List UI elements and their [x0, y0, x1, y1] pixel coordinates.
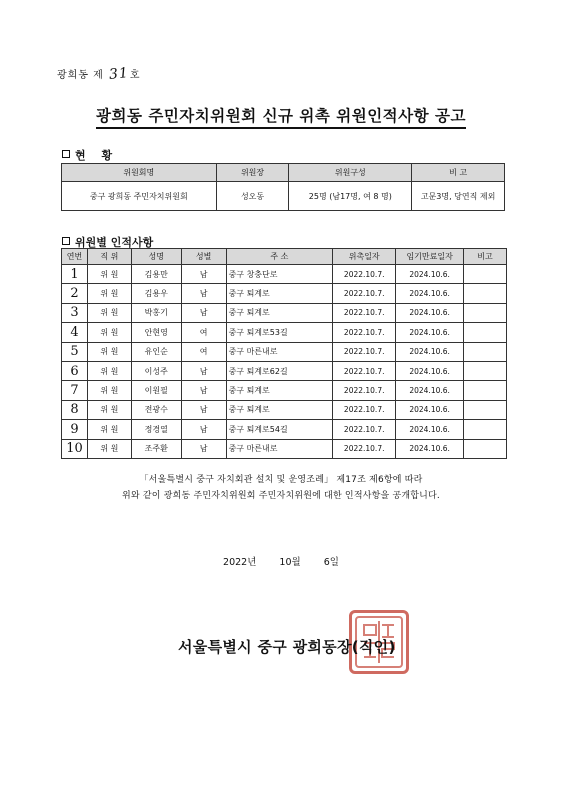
table-row — [62, 439, 507, 458]
cell-note — [464, 303, 507, 322]
cell-gender: 여 — [181, 342, 226, 361]
cell-note — [464, 439, 507, 458]
table-row — [62, 303, 507, 322]
notice-text — [0, 472, 562, 504]
cell-name: 유인순 — [131, 342, 181, 361]
cell-gender: 남 — [181, 303, 226, 322]
cell-position: 위 원 — [87, 265, 131, 284]
cell-gender: 남 — [181, 420, 226, 439]
cell-index: 4 — [62, 323, 88, 342]
members-heading-text: 위원별 인적사항 — [75, 236, 154, 249]
status-heading-text: 현 황 — [75, 149, 119, 162]
cell-note — [464, 323, 507, 342]
table-row — [62, 342, 507, 361]
cell-address: 중구 퇴계로62길 — [226, 361, 333, 380]
cell-gender: 남 — [181, 400, 226, 419]
signer-name: 서울특별시 중구 광희동장(직인) — [178, 638, 396, 656]
cell-name: 안현영 — [131, 323, 181, 342]
col-address: 주 소 — [226, 249, 333, 265]
notice-line-2: 위와 같이 광희동 주민자치위원회 주민자치위원에 대한 인적사항을 공개합니다. — [122, 491, 440, 501]
cell-note — [464, 361, 507, 380]
cell-index: 1 — [62, 265, 88, 284]
date-month: 10월 — [279, 557, 301, 568]
cell-note — [464, 284, 507, 303]
cell-position: 위 원 — [87, 439, 131, 458]
table-row — [62, 420, 507, 439]
table-row — [62, 265, 507, 284]
cell-note — [464, 381, 507, 400]
cell-term-end-date: 2024.10.6. — [396, 303, 464, 322]
chairperson: 성오동 — [216, 182, 289, 211]
cell-note — [464, 265, 507, 284]
cell-name: 김용만 — [131, 265, 181, 284]
members-table — [61, 248, 507, 459]
cell-position: 위 원 — [87, 381, 131, 400]
page-title — [0, 104, 562, 129]
doc-number-handwritten: 31 — [108, 65, 130, 83]
cell-appointed-date: 2022.10.7. — [333, 439, 396, 458]
doc-number-suffix: 호 — [129, 70, 141, 81]
table-row — [62, 323, 507, 342]
cell-index: 5 — [62, 342, 88, 361]
remarks: 고문3명, 당연직 제외 — [412, 182, 505, 211]
cell-term-end-date: 2024.10.6. — [396, 439, 464, 458]
col-note: 비고 — [464, 249, 507, 265]
cell-appointed-date: 2022.10.7. — [333, 342, 396, 361]
square-bullet-icon — [62, 150, 70, 158]
composition: 25명 (남17명, 여 8 명) — [289, 182, 412, 211]
status-section-heading — [62, 147, 118, 163]
cell-gender: 남 — [181, 439, 226, 458]
col-gender: 성별 — [181, 249, 226, 265]
cell-appointed-date: 2022.10.7. — [333, 381, 396, 400]
col-term-end-date: 임기만료일자 — [396, 249, 464, 265]
cell-note — [464, 400, 507, 419]
cell-position: 위 원 — [87, 323, 131, 342]
cell-term-end-date: 2024.10.6. — [396, 361, 464, 380]
cell-position: 위 원 — [87, 342, 131, 361]
cell-position: 위 원 — [87, 361, 131, 380]
table-row — [62, 284, 507, 303]
cell-index: 2 — [62, 284, 88, 303]
cell-address: 중구 마른내로 — [226, 342, 333, 361]
cell-appointed-date: 2022.10.7. — [333, 265, 396, 284]
cell-address: 중구 퇴계로 — [226, 381, 333, 400]
cell-index: 6 — [62, 361, 88, 380]
cell-note — [464, 342, 507, 361]
col-index: 연번 — [62, 249, 88, 265]
cell-position: 위 원 — [87, 400, 131, 419]
cell-position: 위 원 — [87, 284, 131, 303]
cell-term-end-date: 2024.10.6. — [396, 342, 464, 361]
cell-appointed-date: 2022.10.7. — [333, 400, 396, 419]
cell-appointed-date: 2022.10.7. — [333, 361, 396, 380]
committee-name: 중구 광희동 주민자치위원회 — [62, 182, 217, 211]
cell-address: 중구 퇴계로 — [226, 284, 333, 303]
col-chairperson: 위원장 — [216, 164, 289, 182]
cell-gender: 남 — [181, 381, 226, 400]
cell-address: 중구 마른내로 — [226, 439, 333, 458]
date-year: 2022년 — [223, 557, 257, 568]
cell-address: 중구 퇴계로 — [226, 303, 333, 322]
col-committee-name: 위원회명 — [62, 164, 217, 182]
cell-position: 위 원 — [87, 303, 131, 322]
col-composition: 위원구성 — [289, 164, 412, 182]
cell-index: 9 — [62, 420, 88, 439]
table-row — [62, 381, 507, 400]
cell-address: 중구 퇴계로53길 — [226, 323, 333, 342]
cell-gender: 여 — [181, 323, 226, 342]
cell-gender: 남 — [181, 361, 226, 380]
notice-line-1: 「서울특별시 중구 자치회관 설치 및 운영조례」 제17조 제6항에 따라 — [139, 475, 423, 485]
cell-name: 이성주 — [131, 361, 181, 380]
cell-appointed-date: 2022.10.7. — [333, 303, 396, 322]
members-table-body — [62, 265, 507, 459]
cell-index: 3 — [62, 303, 88, 322]
cell-appointed-date: 2022.10.7. — [333, 284, 396, 303]
col-position: 직 위 — [87, 249, 131, 265]
cell-position: 위 원 — [87, 420, 131, 439]
cell-index: 8 — [62, 400, 88, 419]
cell-term-end-date: 2024.10.6. — [396, 323, 464, 342]
cell-note — [464, 420, 507, 439]
cell-term-end-date: 2024.10.6. — [396, 420, 464, 439]
cell-index: 7 — [62, 381, 88, 400]
cell-term-end-date: 2024.10.6. — [396, 284, 464, 303]
cell-appointed-date: 2022.10.7. — [333, 420, 396, 439]
cell-gender: 남 — [181, 284, 226, 303]
date-day: 6일 — [323, 557, 339, 568]
col-name: 성명 — [131, 249, 181, 265]
status-table-header — [62, 164, 505, 182]
cell-address: 중구 퇴계로 — [226, 400, 333, 419]
square-bullet-icon — [62, 237, 70, 245]
cell-name: 김용우 — [131, 284, 181, 303]
cell-name: 전광수 — [131, 400, 181, 419]
cell-name: 박홍기 — [131, 303, 181, 322]
title-text: 광희동 주민자치위원회 신규 위촉 위원인적사항 공고 — [96, 104, 466, 129]
cell-address: 중구 창충단로 — [226, 265, 333, 284]
doc-number-prefix: 광희동 제 — [57, 70, 104, 81]
cell-term-end-date: 2024.10.6. — [396, 265, 464, 284]
col-appointed-date: 위촉일자 — [333, 249, 396, 265]
notice-date — [0, 554, 562, 568]
document-number — [57, 66, 141, 82]
cell-name: 정경열 — [131, 420, 181, 439]
status-table-row — [62, 182, 505, 211]
col-remarks: 비 고 — [412, 164, 505, 182]
table-row — [62, 400, 507, 419]
cell-gender: 남 — [181, 265, 226, 284]
cell-name: 이원필 — [131, 381, 181, 400]
cell-address: 중구 퇴계로54길 — [226, 420, 333, 439]
cell-term-end-date: 2024.10.6. — [396, 400, 464, 419]
cell-name: 조주환 — [131, 439, 181, 458]
cell-index: 10 — [62, 439, 88, 458]
cell-term-end-date: 2024.10.6. — [396, 381, 464, 400]
status-table — [61, 163, 505, 211]
cell-appointed-date: 2022.10.7. — [333, 323, 396, 342]
table-row — [62, 361, 507, 380]
members-table-header — [62, 249, 507, 265]
